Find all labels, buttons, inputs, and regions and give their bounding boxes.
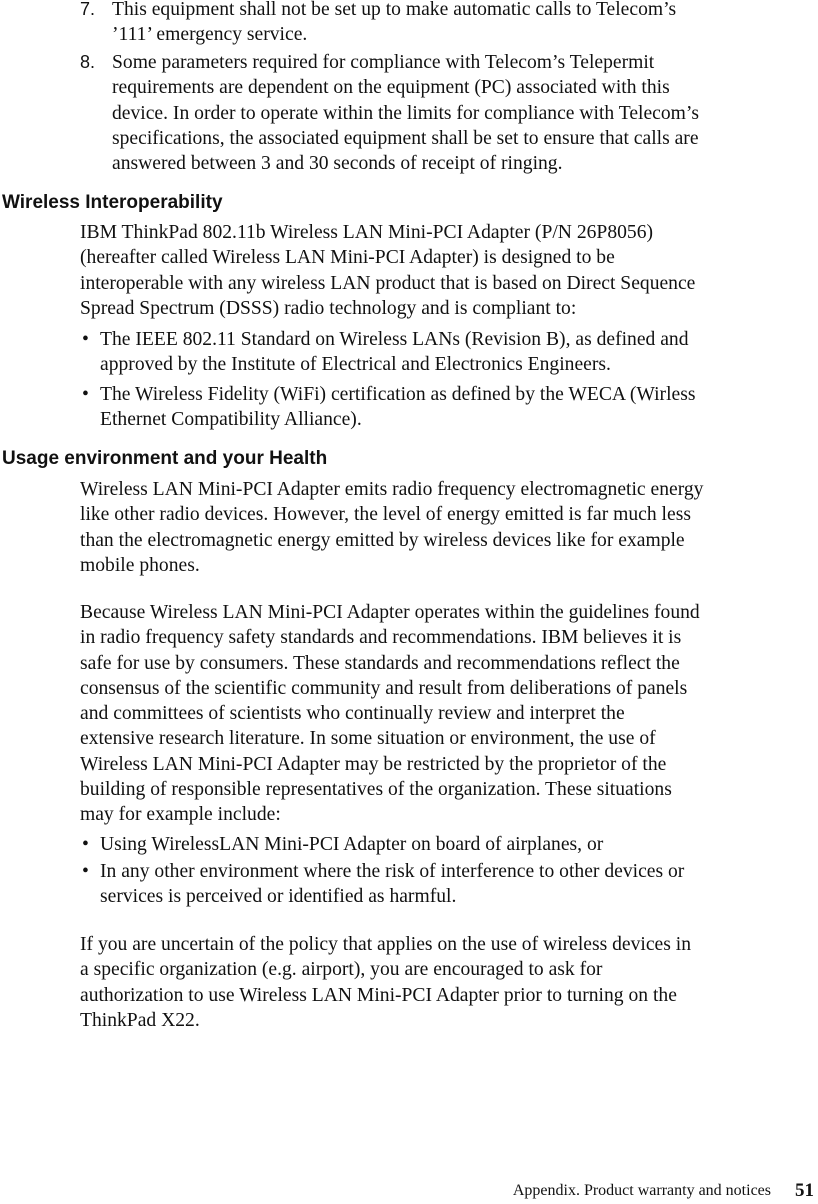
bullet-icon: • [82,329,89,350]
bullet-icon: • [82,384,89,405]
paragraph: If you are uncertain of the policy that applies on the use of wireless devices in a specific organization (e.g. airport), you are encouraged to ask for authorization to use Wireless LAN Mini-PCI Adapter prior to turning on the ThinkPad X22. [80,934,692,1031]
list-item-text: This equipment shall not be set up to make automatic calls to Telecom’s ’111’ emergency service. [112,0,677,46]
bullet-text: Using WirelessLAN Mini-PCI Adapter on board of airplanes, or [100,834,604,855]
list-number: 7. [80,0,96,19]
paragraph: Wireless LAN Mini-PCI Adapter emits radio frequency electromagnetic energy like other radio devices. However, the level of energy emitted is far much less than the electromagnetic energy emitted by wireless devices like for example mobile phones. [80,479,704,576]
section-heading: Wireless Interoperability [2,192,223,213]
paragraph: Because Wireless LAN Mini-PCI Adapter operates within the guidelines found in radio frequency safety standards and recommendations. IBM believes it is safe for use by consumers. These standards and recommendations reflect the consensus of the scientific community and result from deliberations of panels and committees of scientists who continually review and interpret the extensive research literature. In some situation or environment, the use of Wireless LAN Mini-PCI Adapter may be restricted by the proprietor of the building of responsible representatives of the organization. These situations may for example include: [80,602,700,826]
bullet-text: In any other environment where the risk of interference to other devices or services is perceived or identified as harmful. [100,861,685,908]
bullet-text: The IEEE 802.11 Standard on Wireless LANs (Revision B), as defined and approved by the Institute of Electrical and Electronics Engineers. [100,329,689,376]
bullet-icon: • [82,861,89,882]
list-item-text: Some parameters required for compliance with Telecom’s Telepermit requirements are dependent on the equipment (PC) associated with this device. In order to operate within the limits for compliance with Telecom’s specifications, the associated equipment shall be set to ensure that calls are answered between 3 and 30 seconds of receipt of ringing. [112,52,699,175]
paragraph: IBM ThinkPad 802.11b Wireless LAN Mini-PCI Adapter (P/N 26P8056) (hereafter called Wireless LAN Mini-PCI Adapter) is designed to be interoperable with any wireless LAN product that is based on Direct Sequence Spread Spectrum (DSSS) radio technology and is compliant to: [80,222,696,319]
bullet-text: The Wireless Fidelity (WiFi) certification as defined by the WECA (Wirless Ethernet Compatibility Alliance). [100,384,696,431]
section-heading: Usage environment and your Health [2,448,328,469]
footer-text: Appendix. Product warranty and notices [512,1182,771,1199]
bullet-icon: • [82,834,89,855]
page-number: 51 [795,1180,814,1201]
list-number: 8. [80,52,96,72]
